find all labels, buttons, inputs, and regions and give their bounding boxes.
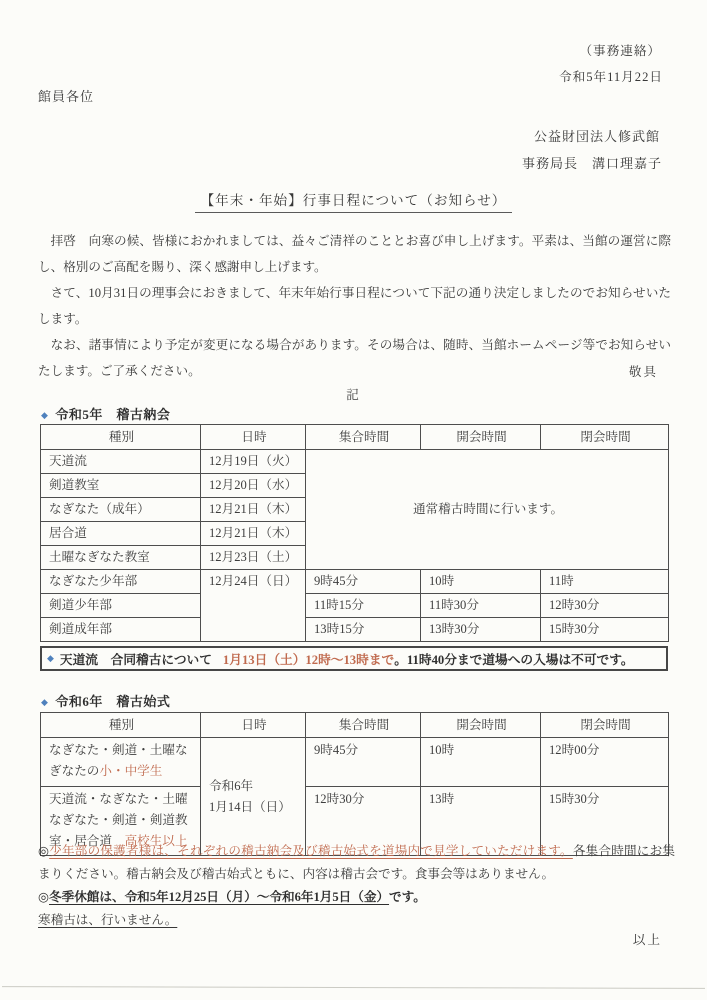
cell-open-time: 13時30分 xyxy=(421,618,541,642)
organization-name: 公益財団法人修武館 xyxy=(533,129,660,144)
footer-notes xyxy=(38,840,675,932)
note-winter-closure-period: 冬季休館は、令和5年12月25日（月）～令和6年1月5日（金） xyxy=(49,890,390,904)
cell-gather-time: 9時45分 xyxy=(306,738,421,787)
cell-kind: なぎなた（成年） xyxy=(41,498,201,522)
col-header-gather: 集合時間 xyxy=(306,425,421,450)
shigishiki-schedule-table xyxy=(40,712,669,856)
callout-label: 天道流 合同稽古について xyxy=(59,653,212,667)
kind-highlight: 小・中学生 xyxy=(99,764,163,778)
cell-shared-note: 通常稽古時間に行います。 xyxy=(306,450,669,570)
closing-ijo: 以上 xyxy=(632,933,662,947)
cell-kind: 居合道 xyxy=(41,522,201,546)
cell-open-time: 13時 xyxy=(421,787,541,856)
col-header-close: 閉会時間 xyxy=(541,713,669,738)
doc-date: 令和5年11月22日 xyxy=(559,70,663,84)
callout-rest: 。11時40分まで道場への入場は不可です。 xyxy=(394,653,634,667)
note-spectators-highlight: 少年部の保護者様は、それぞれの稽古納会及び稽古始式を道場内で見学していただけます。 xyxy=(49,844,573,858)
paragraph-disclaimer: なお、諸事情により予定が変更になる場合があります。その場合は、随時、当館ホームページ等でお知らせいたします。ご了承ください。 xyxy=(38,338,671,378)
cell-open-time: 10時 xyxy=(421,570,541,594)
note-winter-closure xyxy=(38,886,675,909)
note-spectators xyxy=(38,840,675,886)
table-row xyxy=(41,618,669,642)
cell-close-time: 15時30分 xyxy=(541,787,669,856)
kind-highlight: 高校生以上 xyxy=(124,834,188,848)
body-text xyxy=(38,228,671,384)
col-header-close: 閉会時間 xyxy=(541,425,669,450)
cell-kind: なぎなた少年部 xyxy=(41,570,201,594)
cell-date: 12月20日（水） xyxy=(201,474,306,498)
officer-name: 事務局長 溝口理嘉子 xyxy=(521,156,662,171)
section-title-shigishiki: 令和6年 稽古始式 xyxy=(55,694,171,709)
col-header-open: 開会時間 xyxy=(421,713,541,738)
cell-date: 12月21日（木） xyxy=(201,522,306,546)
diamond-bullet-icon: ◆ xyxy=(41,697,49,707)
col-header-gather: 集合時間 xyxy=(306,713,421,738)
section-header-nokai xyxy=(41,404,170,423)
cell-date: 12月19日（火） xyxy=(201,450,306,474)
cell-close-time: 11時 xyxy=(541,570,669,594)
date-line2: 1月14日（日） xyxy=(209,799,291,814)
note-bullet: ◎ xyxy=(38,844,50,858)
cell-date: 12月21日（木） xyxy=(201,498,306,522)
table-row xyxy=(41,570,669,594)
note-no-kangeiko xyxy=(38,909,675,932)
date-line1: 令和6年 xyxy=(209,778,254,793)
paragraph-decision: さて、10月31日の理事会におきまして、年末年始行事日程について下記の通り決定しましたのでお知らせいたします。 xyxy=(38,286,671,326)
section-header-shigishiki xyxy=(41,691,170,710)
joint-practice-callout xyxy=(40,646,668,671)
cell-open-time: 10時 xyxy=(421,738,541,787)
cell-gather-time: 11時15分 xyxy=(306,594,421,618)
cell-kind: 剣道教室 xyxy=(41,474,201,498)
cell-gather-time: 9時45分 xyxy=(306,570,421,594)
kind-text: 天道流・なぎなた・土曜なぎなた・剣道・剣道教室・居合道 xyxy=(49,792,188,848)
doc-classification-note: （事務連絡） xyxy=(579,44,661,58)
col-header-kind: 種別 xyxy=(41,425,201,450)
section-title-nokai: 令和5年 稽古納会 xyxy=(55,407,171,422)
cell-kind: 剣道成年部 xyxy=(41,618,201,642)
doc-title-wrap xyxy=(0,189,707,213)
cell-close-time: 15時30分 xyxy=(541,618,669,642)
diamond-bullet-icon: ◆ xyxy=(47,653,54,663)
paragraph-greeting: 拝啓 向寒の候、皆様におかれましては、益々ご清祥のこととお喜び申し上げます。平素は、当館の運営に際し、格別のご高配を賜り、深く感謝申し上げます。 xyxy=(38,234,671,274)
col-header-datetime: 日時 xyxy=(201,713,306,738)
nokai-schedule-table xyxy=(40,424,669,642)
cell-kind: 土曜なぎなた教室 xyxy=(41,546,201,570)
cell-date xyxy=(201,738,306,856)
diamond-bullet-icon: ◆ xyxy=(41,410,49,420)
addressee: 館員各位 xyxy=(38,89,95,104)
scan-edge-artifact xyxy=(2,986,705,989)
cell-gather-time: 13時15分 xyxy=(306,618,421,642)
ki-marker: 記 xyxy=(346,388,361,402)
col-header-open: 開会時間 xyxy=(421,425,541,450)
cell-kind: 天道流 xyxy=(41,450,201,474)
col-header-datetime: 日時 xyxy=(201,425,306,450)
cell-date: 12月24日（日） xyxy=(201,570,306,642)
cell-gather-time: 12時30分 xyxy=(306,787,421,856)
table-row xyxy=(41,738,669,787)
closing-keigu: 敬具 xyxy=(628,365,658,379)
cell-close-time: 12時00分 xyxy=(541,738,669,787)
callout-highlight: 1月13日（土）12時～13時まで xyxy=(222,653,395,667)
cell-open-time: 11時30分 xyxy=(421,594,541,618)
table-header-row xyxy=(41,713,669,738)
note-no-kangeiko-text: 寒稽古は、行いません。 xyxy=(38,913,178,927)
note-spectators-rest: 各集合時間にお集まりください。稽古納会及び稽古始式ともに、内容は稽古会です。食事会等はありません。 xyxy=(38,844,675,881)
note-winter-closure-rest: です。 xyxy=(389,890,426,904)
doc-title: 【年末・年始】行事日程について（お知らせ） xyxy=(195,189,513,213)
cell-close-time: 12時30分 xyxy=(541,594,669,618)
note-bullet: ◎ xyxy=(38,890,49,904)
cell-date: 12月23日（土） xyxy=(201,546,306,570)
cell-kind xyxy=(41,738,201,787)
kind-text: なぎなた・剣道・土曜なぎなたの xyxy=(49,743,188,778)
table-row xyxy=(41,450,669,474)
col-header-kind: 種別 xyxy=(41,713,201,738)
cell-kind: 剣道少年部 xyxy=(41,594,201,618)
table-row xyxy=(41,594,669,618)
table-header-row xyxy=(41,425,669,450)
